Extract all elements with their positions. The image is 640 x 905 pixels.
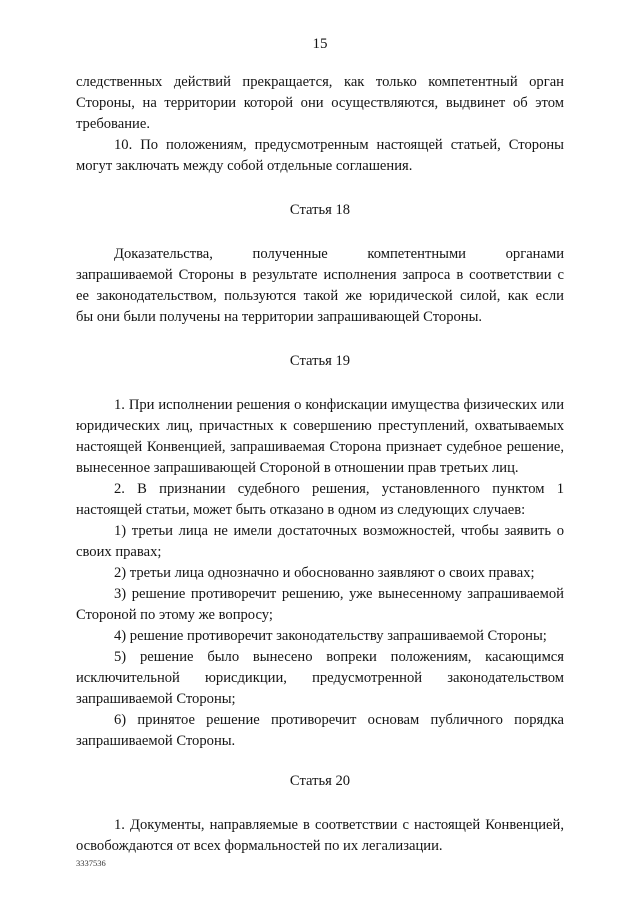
article-19-point-2: 2. В признании судебного решения, установленного пунктом 1 настоящей статьи, может быть отказано в одном из следующих случаев:	[76, 481, 564, 518]
article-18-line-2: запрашиваемой Стороны в результате исполнения запроса в соответствии с	[76, 267, 564, 283]
article-18-heading: Статья 18	[289, 202, 351, 218]
article-19-case-3: 3) решение противоречит решению, уже вынесенному запрашиваемой Стороной по этому же вопросу;	[76, 586, 564, 623]
article-20-point-1: 1. Документы, направляемые в соответствии с настоящей Конвенцией, освобождаются от всех формальностей по их легализации.	[76, 817, 564, 854]
spacer	[76, 752, 564, 771]
spacer	[76, 792, 564, 815]
spacer	[76, 177, 564, 200]
spacer	[76, 221, 564, 244]
article-19-case-2: 2) третьи лица однозначно и обоснованно заявляют о своих правах;	[114, 565, 535, 581]
article-20-heading: Статья 20	[289, 773, 351, 789]
continuation-text: Стороны, на территории которой они осуществляются, выдвинет об этом требование.	[76, 95, 564, 132]
spacer	[76, 372, 564, 395]
article-18-line-4: бы они были получены на территории запрашивающей Стороны.	[76, 309, 483, 325]
article-19-heading: Статья 19	[289, 353, 351, 369]
article-18-line-1: Доказательства, полученные компетентными органами	[114, 246, 564, 262]
article-19-case-1: 1) третьи лица не имели достаточных возможностей, чтобы заявить о своих правах;	[76, 523, 564, 560]
continuation-line-1: следственных действий прекращается, как только компетентный орган	[76, 74, 564, 90]
article-19-case-5: 5) решение было вынесено вопреки положениям, касающимся исключительной юрисдикции, предусмотренной законодательством запрашиваемой Стороны;	[76, 649, 564, 707]
article-19-case-4: 4) решение противоречит законодательству запрашиваемой Стороны;	[114, 628, 547, 644]
document-code: 3337536	[76, 858, 106, 868]
page-number: 15	[312, 36, 328, 52]
article-18-line-3: ее законодательством, пользуются такой же юридической силой, как если	[76, 288, 564, 304]
document-body	[76, 72, 564, 857]
article-19-case-6: 6) принятое решение противоречит основам публичного порядка запрашиваемой Стороны.	[76, 712, 564, 749]
point-10: 10. По положениям, предусмотренным настоящей статьей, Стороны могут заключать между собой отдельные соглашения.	[76, 137, 564, 174]
article-19-point-1: 1. При исполнении решения о конфискации имущества физических или юридических лиц, причастных к совершению преступлений, охватываемых настоящей Конвенцией, запрашиваемая Сторона признает судебное решение, вынесенное запрашивающей Стороной в отношении прав третьих лиц.	[76, 397, 564, 476]
spacer	[76, 328, 564, 351]
